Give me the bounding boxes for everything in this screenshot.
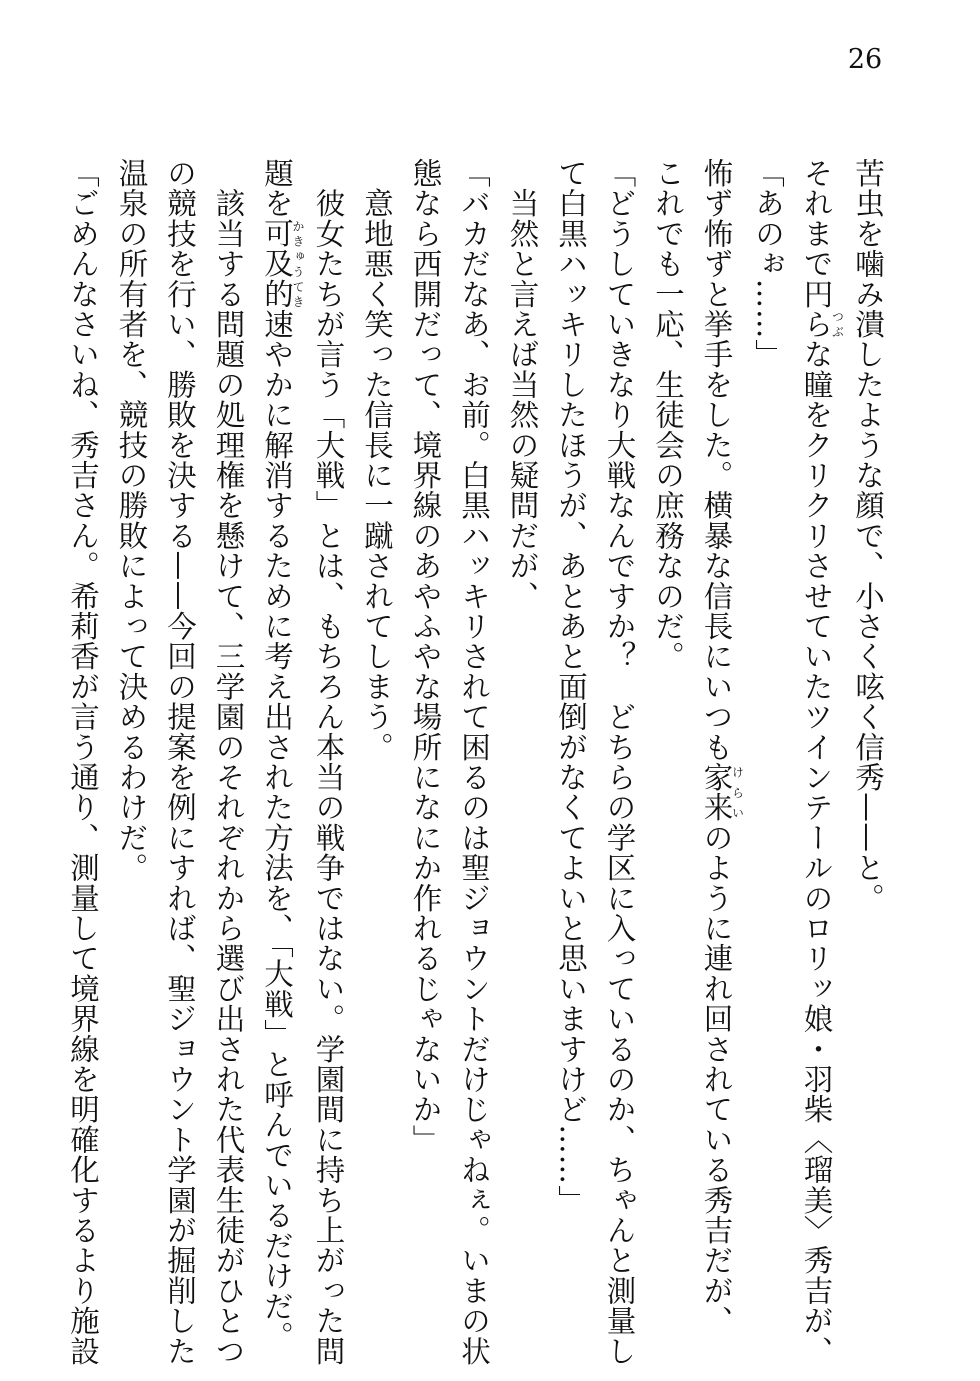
furigana-word — [799, 309, 845, 340]
text-segment: 「あのぉ……」 — [751, 158, 785, 370]
text-segment: の競技を行い、勝敗を決する——今回の提案を例にすれば、聖ジョウント学園が掘削した — [163, 158, 197, 1366]
text-segment: これでも一応、生徒会の庶務なのだ。 — [651, 158, 685, 672]
text-line — [156, 158, 205, 1366]
text-segment: て白黒ハッキリしたほうが、あとあと面倒がなくてよいと思いますけど……」 — [554, 158, 588, 1215]
text-line — [204, 158, 253, 1366]
text-line — [595, 158, 644, 1366]
text-segment: のように連れ回されている秀吉だが、 — [699, 822, 734, 1336]
text-segment: 態なら西開だって、境界線のあやふやな場所になにか作れるじゃないか」 — [408, 158, 443, 1155]
text-line — [692, 158, 745, 1336]
text-line — [644, 158, 693, 1278]
text-line — [498, 158, 547, 1278]
text-segment: 「ごめんなさいね、秀吉さん。希莉香が言う通り、測量して境界線を明確化するより施設 — [66, 158, 100, 1367]
text-line — [547, 158, 596, 1278]
text-line — [304, 158, 353, 1366]
text-line — [792, 158, 845, 1367]
text-line — [253, 158, 305, 1352]
text-segment: 「どうしていきなり大戦なんですか？ どちらの学区に入っているのか、ちゃんと測量し — [602, 158, 637, 1366]
ruby-base: ら — [799, 309, 834, 340]
text-segment: 該当する問題の処理権を懸けて、三学園のそれぞれから選び出された代表生徒がひとつ — [211, 158, 246, 1366]
text-segment: 苦虫を噛み潰したような顔で、小さく呟く信秀——と。 — [851, 158, 885, 913]
ruby-base: 可及的 — [260, 218, 294, 310]
novel-text-body — [59, 158, 893, 1367]
text-line — [107, 158, 156, 1278]
text-segment: 怖ず怖ずと挙手をした。横暴な信長にいつも — [699, 158, 734, 762]
text-segment: な瞳をクリクリさせていたツインテールのロリッ娘・羽柴〈瑠美〉秀吉が、 — [799, 339, 834, 1367]
text-segment: 彼女たちが言う「大戦」とは、もちろん本当の戦争ではない。学園間に持ち上がった問 — [311, 158, 346, 1366]
ruby-base: 家来 — [699, 762, 734, 823]
text-segment: 速やかに解消するために考え出された方法を、「大戦」と呼んでいるだけだ。 — [260, 309, 294, 1352]
text-line — [401, 158, 450, 1278]
text-line — [844, 158, 893, 1278]
text-line — [744, 158, 793, 1278]
furigana-reading: つぶ — [830, 309, 845, 340]
text-segment: 題を — [260, 158, 294, 219]
furigana-word — [699, 762, 745, 823]
text-line — [450, 158, 499, 1366]
text-segment: 「バカだなあ、お前。白黒ハッキリされて困るのは聖ジョウントだけじゃねぇ。いまの状 — [457, 158, 491, 1366]
text-segment: それまで円 — [799, 158, 834, 309]
text-segment: 意地悪く笑った信長に一蹴されてしまう。 — [360, 158, 394, 762]
furigana-reading: かきゅうてき — [291, 218, 305, 310]
furigana-word — [260, 218, 305, 310]
text-segment: 温泉の所有者を、競技の勝敗によって決めるわけだ。 — [114, 158, 149, 883]
text-line — [353, 158, 402, 1278]
text-segment: 当然と言えば当然の疑問だが、 — [505, 158, 540, 611]
text-line — [59, 158, 108, 1367]
furigana-reading: けらい — [730, 762, 745, 823]
page-number: 26 — [847, 44, 883, 75]
